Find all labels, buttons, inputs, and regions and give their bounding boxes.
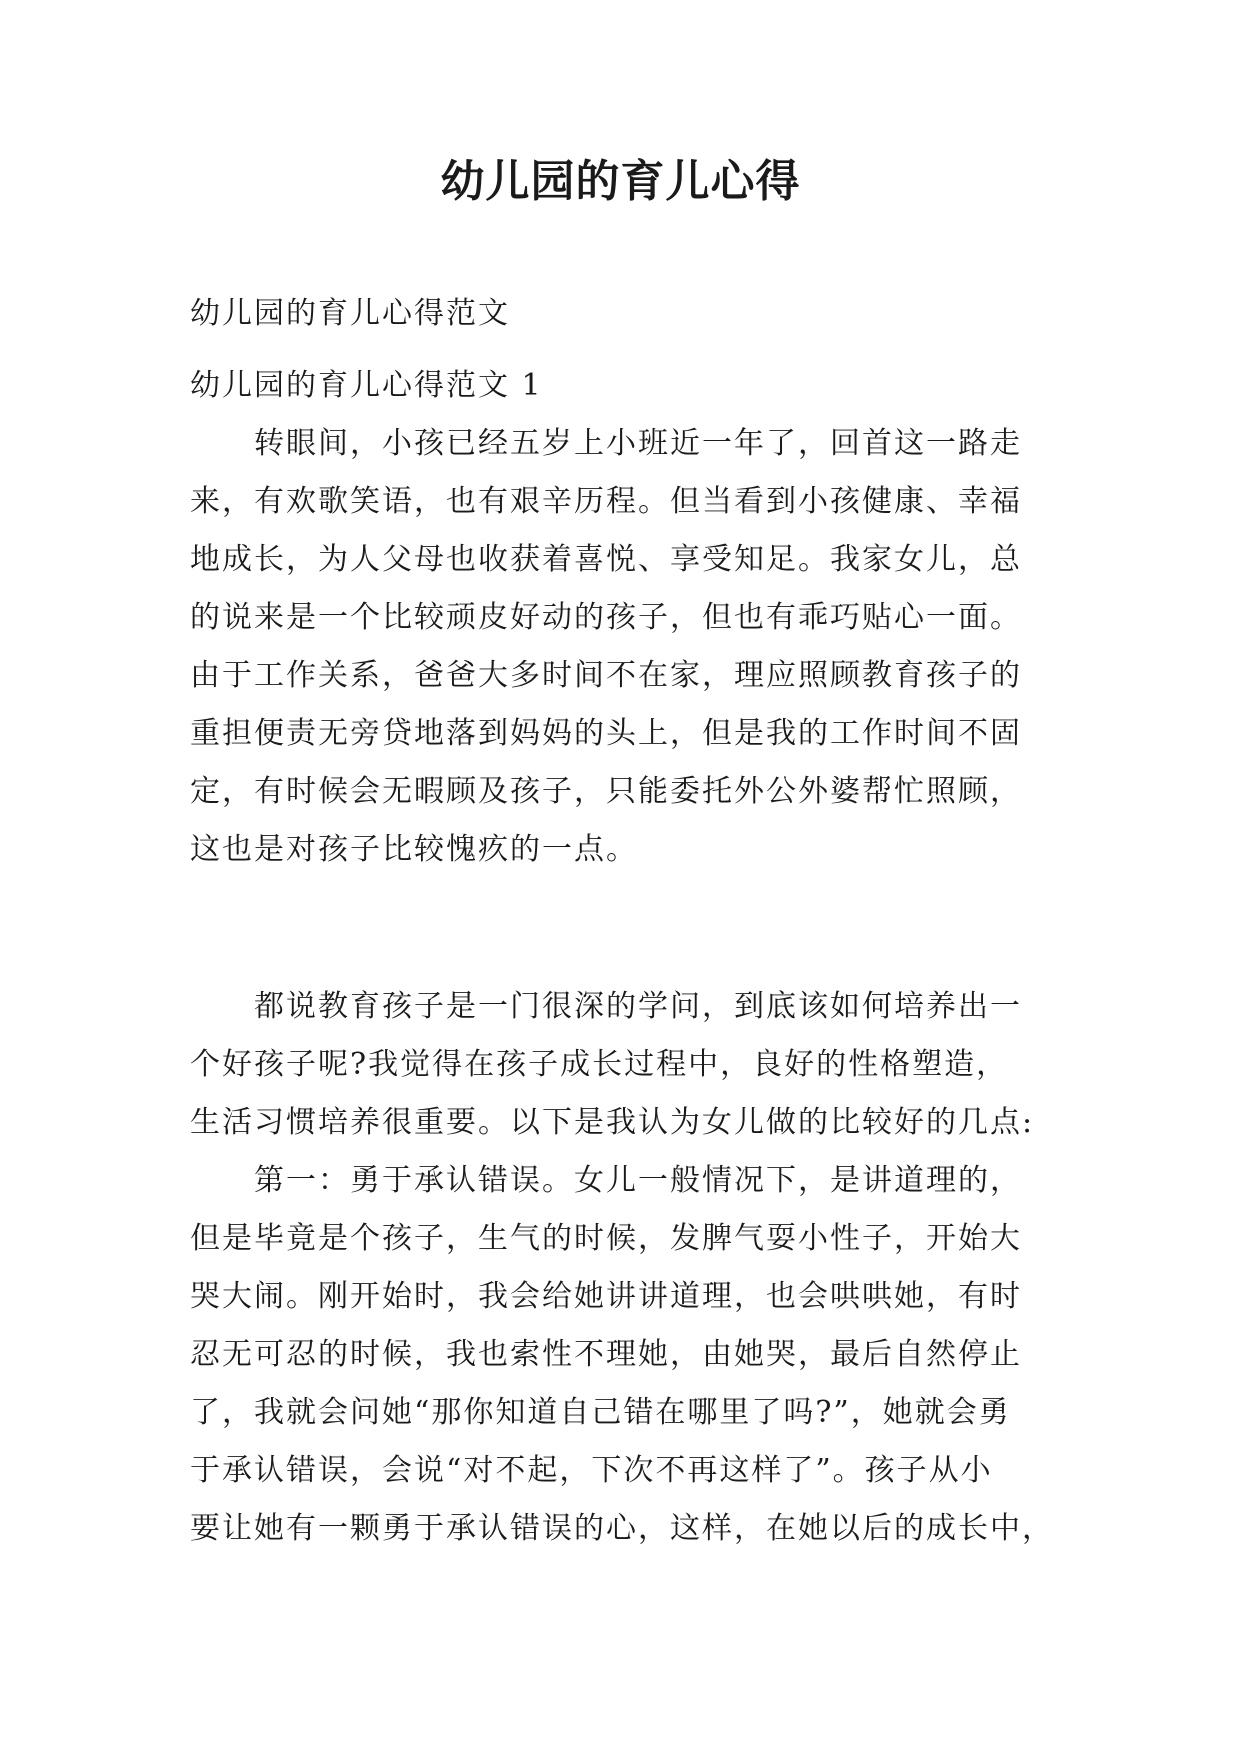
paragraph-2-line: 个好孩子呢?我觉得在孩子成长过程中，良好的性格塑造， (190, 1047, 1009, 1082)
paragraph-3-line: 于承认错误，会说“对不起，下次不再这样了”。孩子从小 (190, 1453, 993, 1488)
paragraph-1-line: 这也是对孩子比较愧疚的一点。 (190, 832, 638, 867)
paragraph-1-line: 转眼间，小孩已经五岁上小班近一年了，回首这一路走 (254, 426, 1022, 461)
section-heading: 幼儿园的育儿心得范文 1 (190, 368, 543, 403)
paragraph-2-line: 生活习惯培养很重要。以下是我认为女儿做的比较好的几点: (190, 1105, 1035, 1140)
paragraph-3-line: 忍无可忍的时候，我也索性不理她，由她哭，最后自然停止 (190, 1337, 1022, 1372)
paragraph-3-line: 要让她有一颗勇于承认错误的心，这样，在她以后的成长中， (190, 1511, 1054, 1546)
document-title: 幼儿园的育儿心得 (440, 156, 801, 207)
section-2 (190, 978, 1060, 1558)
paragraph-1-line: 定，有时候会无暇顾及孩子，只能委托外公外婆帮忙照顾， (190, 774, 1022, 809)
paragraph-1-line: 来，有欢歌笑语，也有艰辛历程。但当看到小孩健康、幸福 (190, 484, 1022, 519)
section-1 (190, 357, 1060, 879)
paragraph-1-line: 由于工作关系，爸爸大多时间不在家，理应照顾教育孩子的 (190, 658, 1022, 693)
paragraph-3-line: 了，我就会问她“那你知道自己错在哪里了吗?”，她就会勇 (190, 1395, 1011, 1430)
paragraph-3-line: 哭大闹。刚开始时，我会给她讲讲道理，也会哄哄她，有时 (190, 1279, 1022, 1314)
paragraph-1-line: 重担便责无旁贷地落到妈妈的头上，但是我的工作时间不固 (190, 716, 1022, 751)
paragraph-2-line: 都说教育孩子是一门很深的学问，到底该如何培养出一 (254, 989, 1022, 1024)
paragraph-1-line: 地成长，为人父母也收获着喜悦、享受知足。我家女儿，总 (190, 542, 1022, 577)
document-subtitle: 幼儿园的育儿心得范文 (190, 296, 510, 331)
paragraph-1-line: 的说来是一个比较顽皮好动的孩子，但也有乖巧贴心一面。 (190, 600, 1022, 635)
paragraph-3-line: 但是毕竟是个孩子，生气的时候，发脾气耍小性子，开始大 (190, 1221, 1022, 1256)
paragraph-3-line: 第一：勇于承认错误。女儿一般情况下，是讲道理的， (254, 1163, 1022, 1198)
